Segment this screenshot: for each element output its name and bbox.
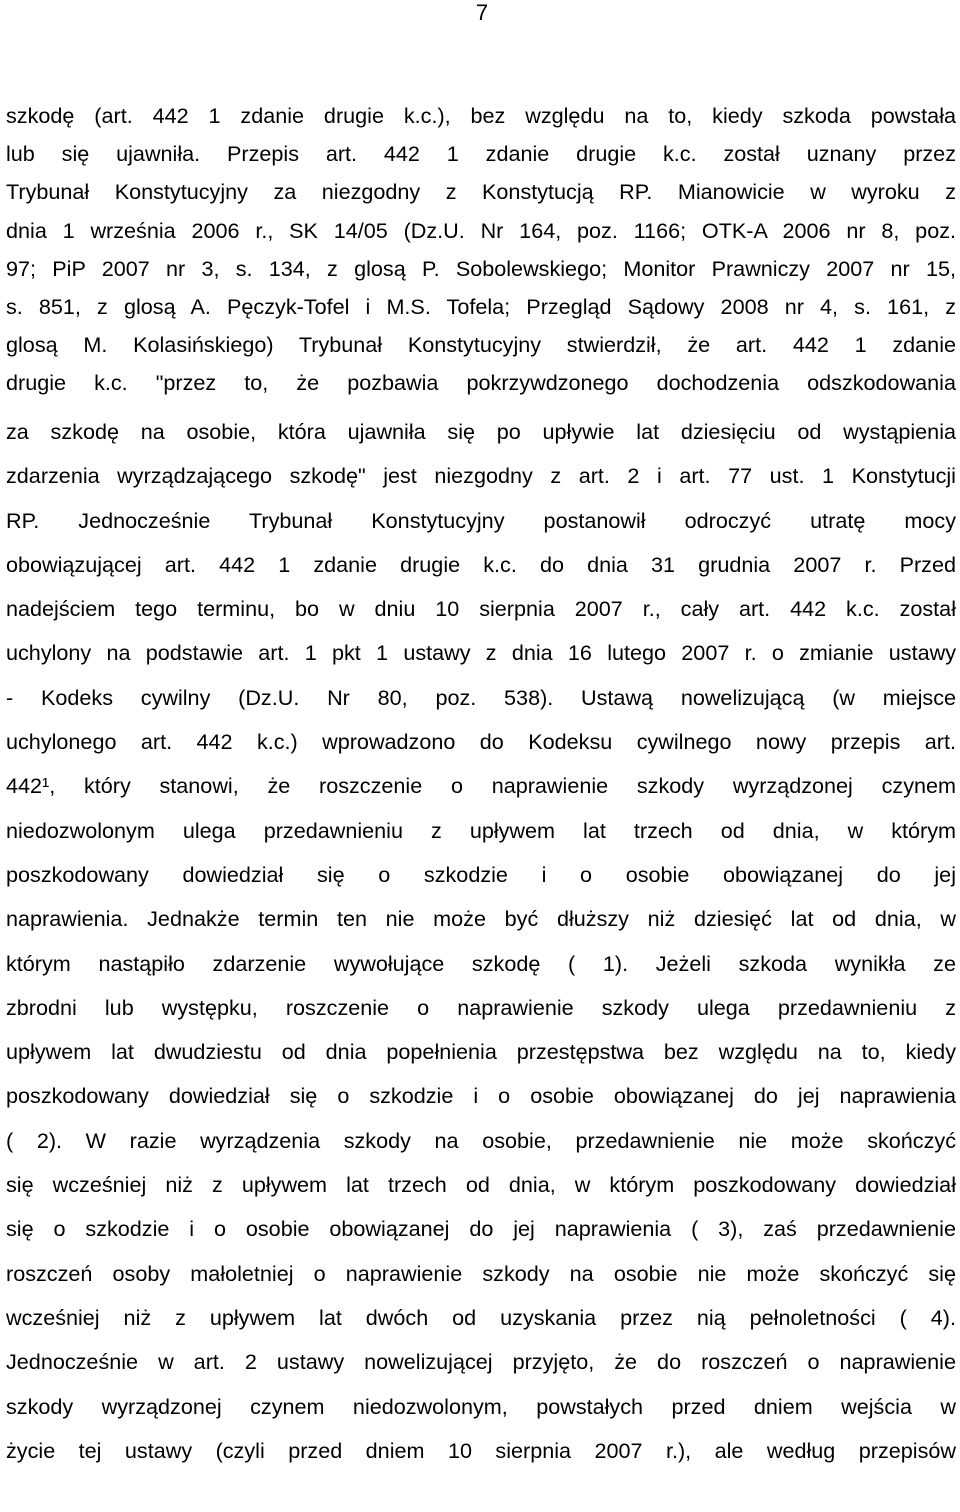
text-line: szkodę (art. 442 1 zdanie drugie k.c.), bez względu na to, kiedy szkoda powstała: [6, 103, 956, 128]
text-line: Jednocześnie w art. 2 ustawy nowelizującej przyjęto, że do roszczeń o naprawienie: [6, 1349, 956, 1375]
text-line: uchylony na podstawie art. 1 pkt 1 ustawy z dnia 16 lutego 2007 r. o zmianie ustawy: [6, 640, 956, 666]
text-line: - Kodeks cywilny (Dz.U. Nr 80, poz. 538). Ustawą nowelizującą (w miejsce: [6, 684, 956, 710]
text-line: uchylonego art. 442 k.c.) wprowadzono do Kodeksu cywilnego nowy przepis art.: [6, 729, 956, 755]
text-line: życie tej ustawy (czyli przed dniem 10 sierpnia 2007 r.), ale według przepisów: [6, 1437, 956, 1463]
text-block-1: [6, 97, 956, 403]
text-line: nadejściem tego terminu, bo w dniu 10 sierpnia 2007 r., cały art. 442 k.c. został: [6, 596, 956, 622]
text-line: zbrodni lub występku, roszczenie o naprawienie szkody ulega przedawnieniu z: [6, 994, 956, 1020]
text-line: roszczeń osoby małoletniej o naprawienie szkody na osobie nie może skończyć się: [6, 1260, 956, 1286]
text-line: drugie k.c. "przez to, że pozbawia pokrzywdzonego dochodzenia odszkodowania: [6, 370, 956, 396]
text-line: glosą M. Kolasińskiego) Trybunał Konstytucyjny stwierdził, że art. 442 1 zdanie: [6, 332, 956, 358]
text-line: s. 851, z glosą A. Pęczyk-Tofel i M.S. Tofela; Przegląd Sądowy 2008 nr 4, s. 161, z: [6, 293, 956, 319]
text-line: się o szkodzie i o osobie obowiązanej do jej naprawienia ( 3), zaś przedawnienie: [6, 1216, 956, 1242]
text-line: lub się ujawniła. Przepis art. 442 1 zdanie drugie k.c. został uznany przez: [6, 141, 956, 167]
text-line: ( 2). W razie wyrządzenia szkody na osobie, przedawnienie nie może skończyć: [6, 1127, 956, 1153]
text-line: poszkodowany dowiedział się o szkodzie i o osobie obowiązanej do jej naprawienia: [6, 1083, 956, 1109]
text-line: obowiązującej art. 442 1 zdanie drugie k.c. do dnia 31 grudnia 2007 r. Przed: [6, 551, 956, 577]
text-block-2: [6, 410, 956, 1473]
text-line: zdarzenia wyrządzającego szkodę" jest niezgodny z art. 2 i art. 77 ust. 1 Konstytucji: [6, 463, 956, 489]
page-number: 7: [475, 0, 489, 25]
text-line: 97; PiP 2007 nr 3, s. 134, z glosą P. Sobolewskiego; Monitor Prawniczy 2007 nr 15,: [6, 255, 956, 281]
text-line: dnia 1 września 2006 r., SK 14/05 (Dz.U. Nr 164, poz. 1166; OTK-A 2006 nr 8, poz.: [6, 217, 956, 243]
text-line: poszkodowany dowiedział się o szkodzie i o osobie obowiązanej do jej: [6, 861, 956, 887]
text-line: którym nastąpiło zdarzenie wywołujące szkodę ( 1). Jeżeli szkoda wynikła ze: [6, 950, 956, 976]
text-line: niedozwolonym ulega przedawnieniu z upływem lat trzech od dnia, w którym: [6, 817, 956, 843]
text-line: szkody wyrządzonej czynem niedozwolonym, powstałych przed dniem wejścia w: [6, 1393, 956, 1419]
text-line: za szkodę na osobie, która ujawniła się po upływie lat dziesięciu od wystąpienia: [6, 419, 956, 444]
text-line: wcześniej niż z upływem lat dwóch od uzyskania przez nią pełnoletności ( 4).: [6, 1304, 956, 1330]
text-line: się wcześniej niż z upływem lat trzech od dnia, w którym poszkodowany dowiedział: [6, 1172, 956, 1198]
text-line: Trybunał Konstytucyjny za niezgodny z Konstytucją RP. Mianowicie w wyroku z: [6, 179, 956, 205]
text-line: upływem lat dwudziestu od dnia popełnienia przestępstwa bez względu na to, kiedy: [6, 1039, 956, 1065]
text-line: RP. Jednocześnie Trybunał Konstytucyjny postanowił odroczyć utratę mocy: [6, 507, 956, 533]
text-line: naprawienia. Jednakże termin ten nie może być dłuższy niż dziesięć lat od dnia, w: [6, 906, 956, 932]
text-line: 442¹, który stanowi, że roszczenie o naprawienie szkody wyrządzonej czynem: [6, 773, 956, 799]
